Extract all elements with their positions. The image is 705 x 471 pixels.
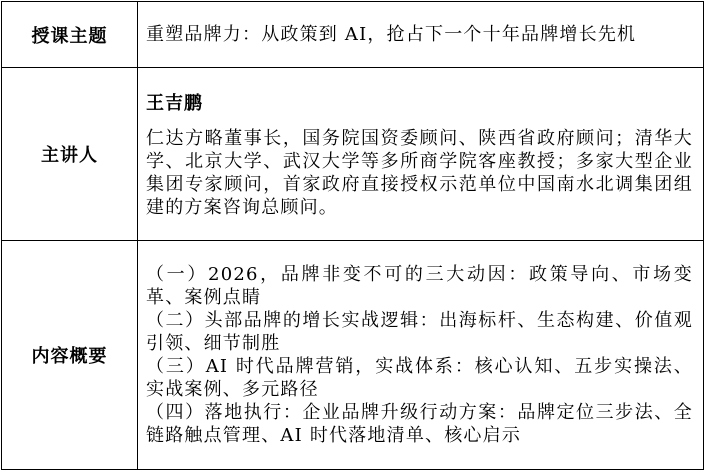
speaker-row <box>2 68 704 240</box>
speaker-bio: 仁达方略董事长，国务院国资委顾问、陕西省政府顾问；清华大学、北京大学、武汉大学等多所商学院客座教授；多家大型企业集团专家顾问，首家政府直接授权示范单位中国南水北调集团组建的方案咨询总顾问。 <box>146 128 693 219</box>
outline-item: （三）AI 时代品牌营销，实战体系：核心认知、五步实操法、实战案例、多元路径 <box>146 355 693 400</box>
outline-item: （一）2026，品牌非变不可的三大动因：政策导向、市场变革、案例点睛 <box>146 263 693 308</box>
content-label: 内容概要 <box>2 240 138 470</box>
course-info-table <box>1 1 704 470</box>
content-outline <box>138 240 704 470</box>
topic-value: 重塑品牌力：从政策到 AI，抢占下一个十年品牌增长先机 <box>138 2 704 68</box>
topic-label: 授课主题 <box>2 2 138 68</box>
speaker-name: 王吉鹏 <box>146 93 203 115</box>
speaker-cell <box>138 68 704 240</box>
topic-row <box>2 2 704 68</box>
outline-item: （二）头部品牌的增长实战逻辑：出海标杆、生态构建、价值观引领、细节制胜 <box>146 309 693 354</box>
speaker-label: 主讲人 <box>2 68 138 240</box>
content-row <box>2 240 704 470</box>
outline-item: （四）落地执行：企业品牌升级行动方案：品牌定位三步法、全链路触点管理、AI 时代落地清单、核心启示 <box>146 401 693 446</box>
